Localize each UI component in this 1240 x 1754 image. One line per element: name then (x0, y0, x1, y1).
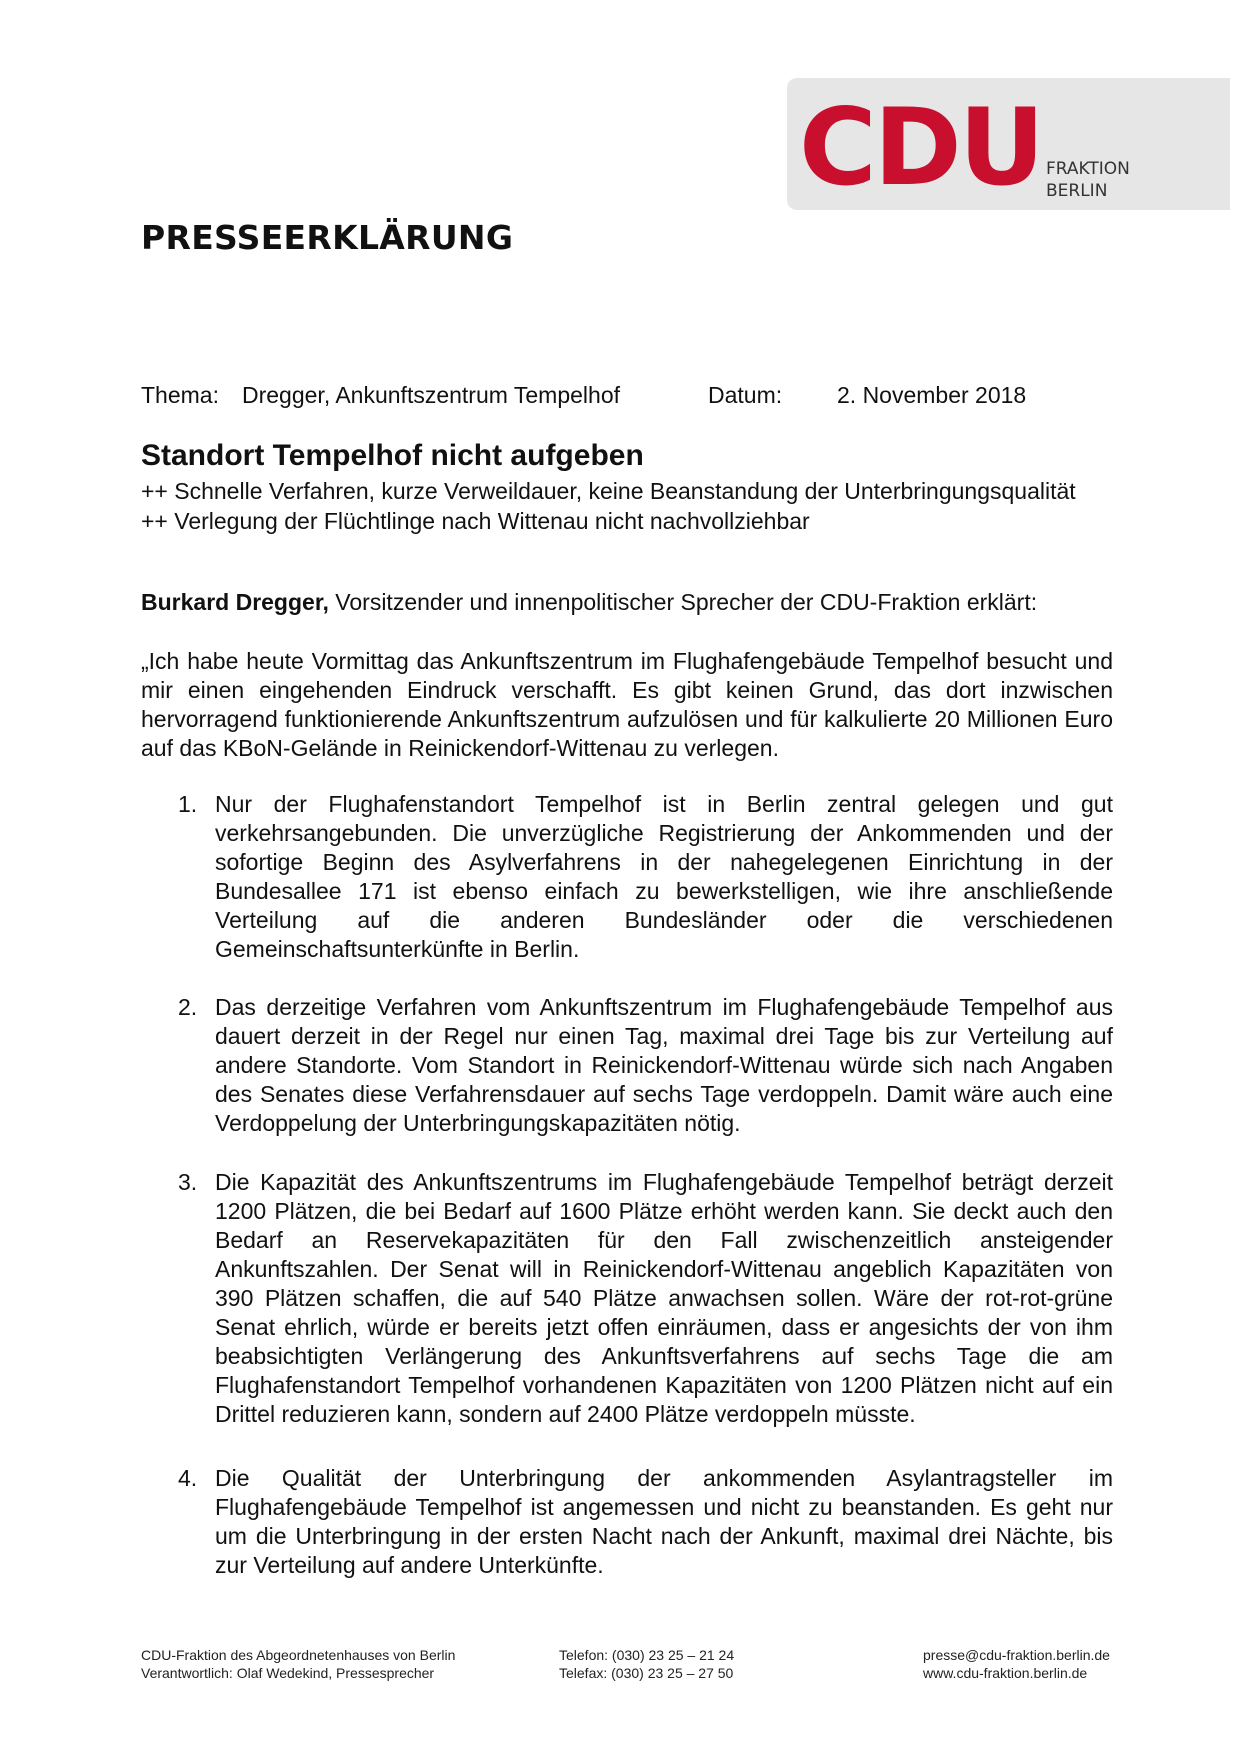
list-item-text: Das derzeitige Verfahren vom Ankunftszentrum im Flughafengebäude Tempelhof aus dauert derzeit in der Regel nur einen Tag, maximal drei Tage bis zur Verteilung auf andere Standorte. Vom Standort in Reinickendorf-Wittenau würde sich nach Angaben des Senates diese Verfahrensdauer auf sechs Tage verdoppeln. Damit wäre auch eine Verdoppelung der Unterbringungskapazitäten nötig. (215, 994, 1113, 1136)
list-number: 4. (178, 1465, 198, 1491)
list-number: 3. (178, 1169, 198, 1195)
topic-label: Thema: (141, 382, 219, 408)
cdu-logo (787, 78, 1230, 210)
subheadline: ++ Schnelle Verfahren, kurze Verweildauer, keine Beanstandung der Unterbringungsqualität (141, 478, 1076, 504)
date-label: Datum: (708, 382, 783, 408)
document-title: PRESSEERKLÄRUNG (141, 218, 514, 257)
footer-website[interactable]: www.cdu-fraktion.berlin.de (923, 1665, 1088, 1681)
footer-org-name: CDU-Fraktion des Abgeordnetenhauses von Berlin (141, 1647, 456, 1663)
footer-responsible: Verantwortlich: Olaf Wedekind, Pressesprecher (141, 1665, 435, 1681)
intro-paragraph: „Ich habe heute Vormittag das Ankunftszentrum im Flughafengebäude Tempelhof besucht und mir einen eingehenden Eindruck verschafft. Es gibt keinen Grund, das dort inzwischen hervorragend funktionierende Ankunftszentrum aufzulösen und für kalkulierte 20 Millionen Euro auf das KBoN-Gelände in Reinickendorf-Wittenau zu verlegen. (141, 648, 1113, 761)
list-item-text: Die Qualität der Unterbringung der ankommenden Asylantragsteller im Flughafengebäude Tempelhof ist angemessen und nicht zu beanstanden. Es geht nur um die Unterbringung in der ersten Nacht nach der Ankunft, maximal drei Nächte, bis zur Verteilung auf andere Unterkünfte. (215, 1465, 1113, 1578)
footer-online (923, 1646, 1110, 1682)
footer-fax: Telefax: (030) 23 25 – 27 50 (559, 1665, 734, 1681)
author-role: Vorsitzender und innenpolitischer Sprecher der CDU-Fraktion erklärt: (328, 589, 1038, 615)
list-item-text: Nur der Flughafenstandort Tempelhof ist in Berlin zentral gelegen und gut verkehrsangebunden. Die unverzügliche Registrierung der Ankommenden und der sofortige Beginn des Asylverfahrens in der nahegelegenen Einrichtung in der Bundesallee 171 ist ebenso einfach zu bewerkstelligen, wie ihre anschließende Verteilung auf die anderen Bundesländer oder die verschiedenen Gemeinschaftsunterkünfte in Berlin. (215, 791, 1113, 962)
list-number: 1. (178, 791, 198, 817)
headline: Standort Tempelhof nicht aufgeben (141, 439, 644, 472)
author-name: Burkard Dregger, (141, 589, 329, 615)
footer-phone: Telefon: (030) 23 25 – 21 24 (559, 1647, 735, 1663)
list-item-text: Die Kapazität des Ankunftszentrums im Flughafengebäude Tempelhof beträgt derzeit 1200 Plätzen, die bei Bedarf auf 1600 Plätze erhöht werden kann. Sie deckt auch den Bedarf an Reservekapazitäten für den Fall zwischenzeitlich ansteigender Ankunftszahlen. Der Senat will in Reinickendorf-Wittenau angeblich Kapazitäten von 390 Plätzen schaffen, die auf 540 Plätze anwachsen sollen. Wäre der rot-rot-grüne Senat ehrlich, würde er bereits jetzt offen einräumen, dass er angesichts der von ihm beabsichtigten Verlängerung des Ankunftsverfahrens auf sechs Tage die am Flughafenstandort Tempelhof vorhandenen Kapazitäten von 1200 Plätzen nicht auf ein Drittel reduzieren kann, sondern auf 2400 Plätze verdoppeln müsste. (215, 1169, 1113, 1427)
topic-value: Dregger, Ankunftszentrum Tempelhof (242, 382, 621, 408)
subheadline: ++ Verlegung der Flüchtlinge nach Wittenau nicht nachvollziehbar (141, 508, 810, 534)
author-line (141, 587, 1037, 617)
date-value: 2. November 2018 (837, 382, 1027, 408)
logo-subtitle (1046, 158, 1130, 202)
footer-organization (141, 1646, 455, 1682)
footer-contact-numbers (559, 1646, 734, 1682)
footer-email[interactable]: presse@cdu-fraktion.berlin.de (923, 1647, 1110, 1663)
logo-line-1: FRAKTION (1046, 159, 1130, 179)
logo-brand: CDU (799, 86, 1042, 209)
logo-line-2: BERLIN (1046, 181, 1108, 201)
list-number: 2. (178, 994, 198, 1020)
